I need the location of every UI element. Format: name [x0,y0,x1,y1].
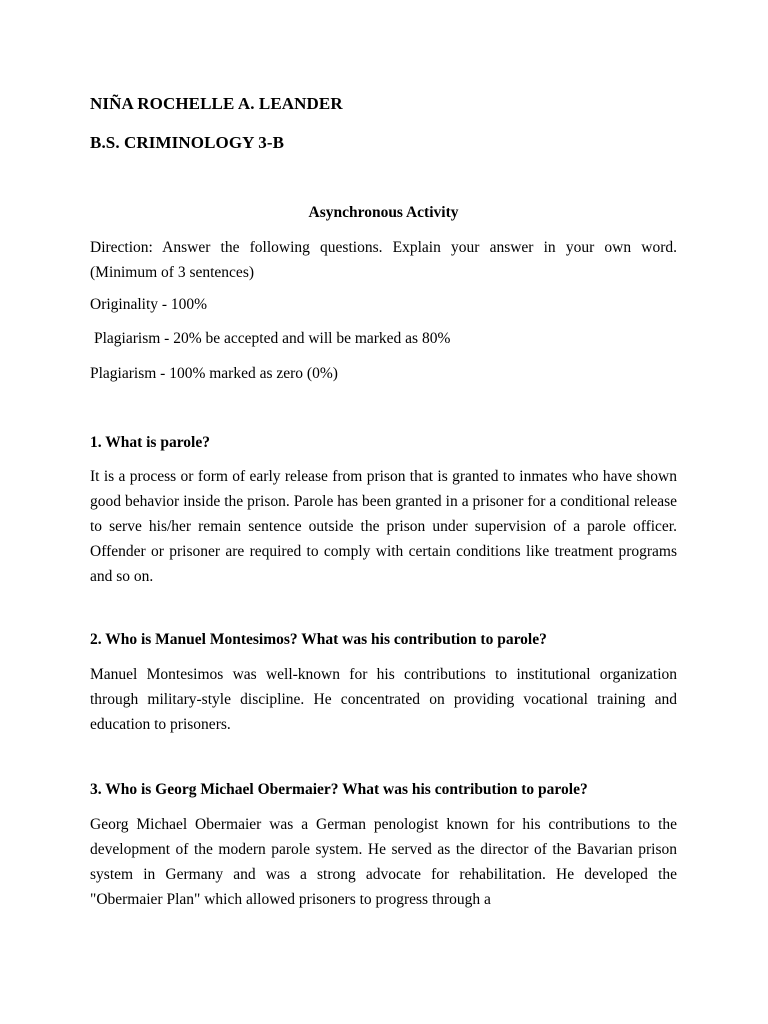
student-course: B.S. CRIMINOLOGY 3-B [90,133,285,152]
answer-2: Manuel Montesimos was well-known for his contributions to institutional organization through military-style discipline. He concentrated on providing vocational training and education to prisoners. [90,666,677,733]
activity-title: Asynchronous Activity [308,204,459,221]
originality-rule: Originality - 100% [90,296,208,313]
answer-3: Georg Michael Obermaier was a German penologist known for his contributions to the development of the modern parole system. He served as the director of the Bavarian prison system in Germany and was a strong advocate for rehabilitation. He developed the "Obermaier Plan" which allowed prisoners to progress through a [90,816,677,908]
direction-text: Direction: Answer the following questions. Explain your answer in your own word. (Minimum of 3 sentences) [90,239,677,281]
student-name: NIÑA ROCHELLE A. LEANDER [90,94,343,113]
question-2: 2. Who is Manuel Montesimos? What was his contribution to parole? [90,631,547,648]
answer-1: It is a process or form of early release from prison that is granted to inmates who have shown good behavior inside the prison. Parole has been granted in a prisoner for a conditional release to serve his/her remain sentence outside the prison under supervision of a parole officer. Offender or prisoner are required to comply with certain conditions like treatment programs and so on. [90,468,677,585]
document-page [90,0,677,1024]
plagiarism-partial-rule: Plagiarism - 20% be accepted and will be marked as 80% [94,330,451,347]
question-1: 1. What is parole? [90,434,210,451]
question-3: 3. Who is Georg Michael Obermaier? What was his contribution to parole? [90,781,588,798]
plagiarism-full-rule: Plagiarism - 100% marked as zero (0%) [90,365,338,382]
